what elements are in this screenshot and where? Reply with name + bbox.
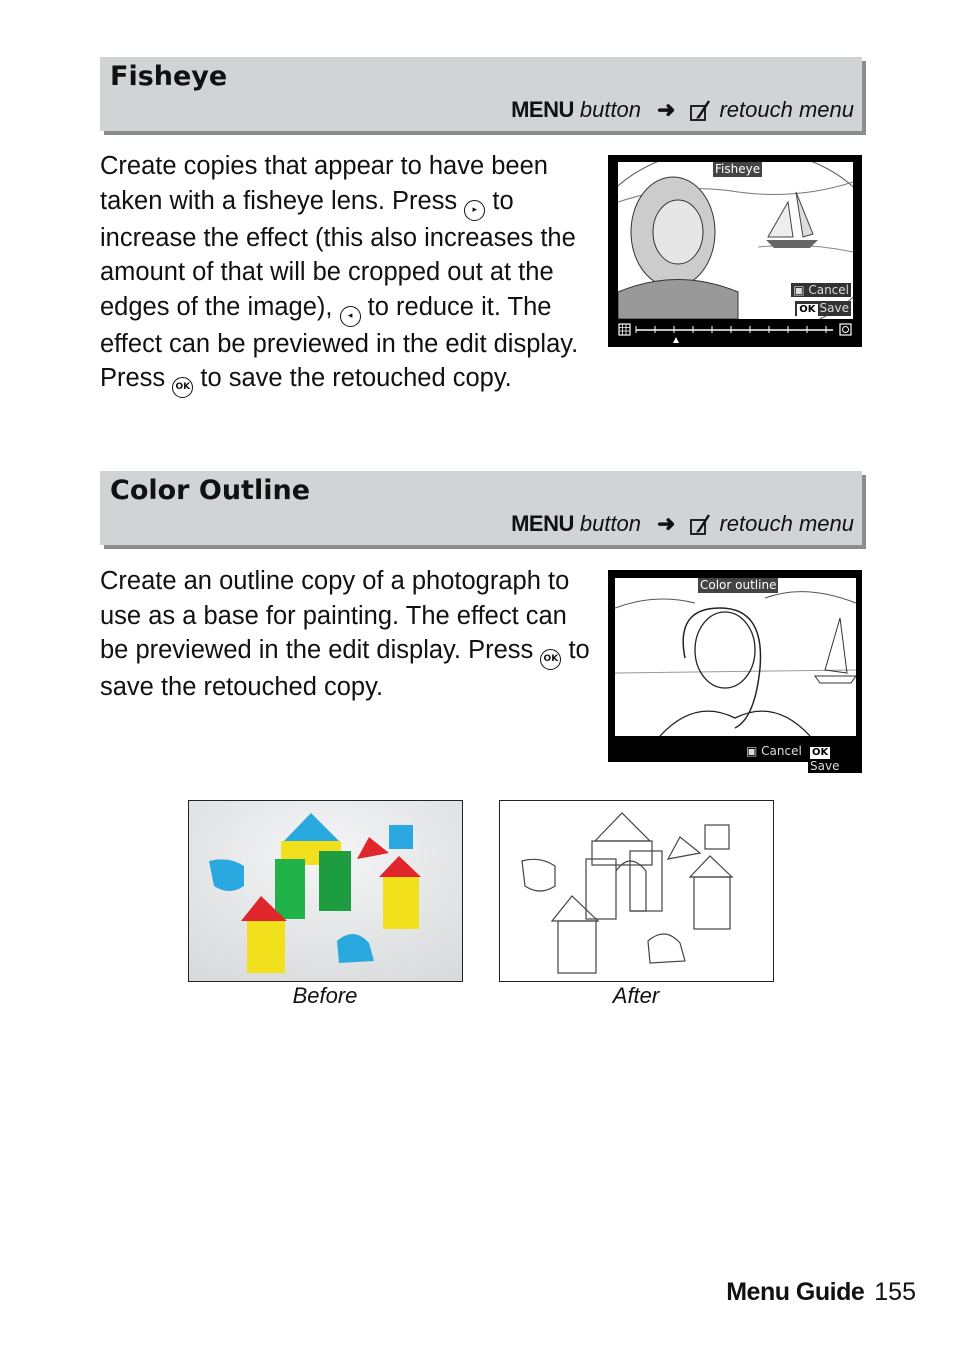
page-footer xyxy=(726,1278,916,1307)
menu-button-label: MENU xyxy=(511,97,574,122)
fisheye-effect-slider[interactable] xyxy=(618,321,853,343)
button-text: button xyxy=(579,511,642,536)
before-photo xyxy=(188,800,463,982)
cancel-button[interactable]: ▣ Cancel xyxy=(793,283,849,297)
fisheye-screen-label: Fisheye xyxy=(715,162,761,176)
color-outline-header xyxy=(100,471,862,545)
ok-button-icon: OK xyxy=(172,377,193,398)
cancel-button[interactable]: ▣ Cancel xyxy=(746,744,802,758)
fisheye-title: Fisheye xyxy=(110,61,228,92)
fisheye-breadcrumb xyxy=(511,97,854,123)
after-caption: After xyxy=(612,983,660,1008)
color-outline-breadcrumb xyxy=(511,511,854,537)
color-outline-description: Create an outline copy of a photograph to use as a base for painting. The effect can be previewed in the edit display. Press OK to save the retouched copy. xyxy=(100,567,590,702)
ok-button-icon: OK xyxy=(540,649,561,670)
color-outline-screen xyxy=(608,570,862,773)
page-number: 155 xyxy=(874,1278,916,1306)
color-outline-screen-label: Color outline xyxy=(700,578,777,592)
multi-selector-left-icon: ◂ xyxy=(340,306,361,327)
fisheye-screen xyxy=(608,155,862,347)
fisheye-header xyxy=(100,57,862,131)
retouch-icon xyxy=(689,512,713,536)
arrow-icon: ➜ xyxy=(657,97,676,122)
before-caption: Before xyxy=(292,983,358,1008)
fisheye-description: Create copies that appear to have been taken with a fisheye lens. Press ▸ to increase the effect (this also increases the amount of that will be cropped out at the edges of the image), ◂ to reduce it. The effect can be previewed in the edit display. Press OK to save the retouched copy. xyxy=(100,149,595,398)
arrow-icon: ➜ xyxy=(657,511,676,536)
button-text: button xyxy=(579,97,642,122)
save-button[interactable]: OK Save xyxy=(795,301,851,316)
color-outline-title: Color Outline xyxy=(110,475,311,506)
multi-selector-right-icon: ▸ xyxy=(464,200,485,221)
section-name: Menu Guide xyxy=(726,1278,865,1306)
retouch-menu-text: retouch menu xyxy=(719,97,854,122)
color-outline-preview-image xyxy=(615,578,856,736)
save-button[interactable]: OKSave xyxy=(808,744,862,773)
after-photo xyxy=(499,800,774,982)
retouch-icon xyxy=(689,98,713,122)
retouch-menu-text: retouch menu xyxy=(719,511,854,536)
menu-button-label: MENU xyxy=(511,511,574,536)
